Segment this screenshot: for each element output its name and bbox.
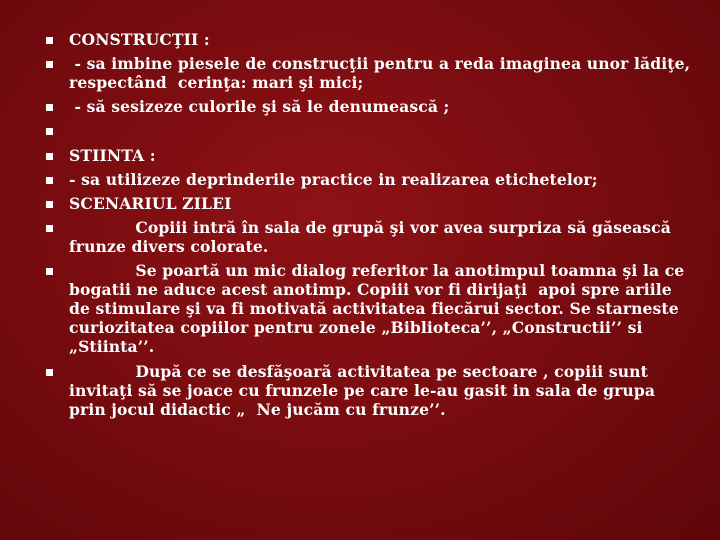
list-item-text: - sa imbine piesele de construcţii pentru a reda imaginea unor lădiţe, respectând cerinţa: mari şi mici;: [69, 54, 696, 92]
square-bullet-icon: [46, 177, 53, 184]
list-item-text: - sa utilizeze deprinderile practice in realizarea etichetelor;: [69, 170, 598, 189]
square-bullet-icon: [46, 225, 53, 232]
square-bullet-icon: [46, 37, 53, 44]
list-item-text: SCENARIUL ZILEI: [69, 194, 232, 213]
square-bullet-icon: [46, 268, 53, 275]
square-bullet-icon: [46, 61, 53, 68]
list-item-text: - să sesizeze culorile şi să le denumească ;: [69, 97, 450, 116]
square-bullet-icon: [46, 128, 53, 135]
list-item-text: STIINTA :: [69, 146, 156, 165]
square-bullet-icon: [46, 201, 53, 208]
list-item-text: După ce se desfăşoară activitatea pe sectoare , copiii sunt invitaţi să se joace cu frunzele pe care le-au gasit in sala de grupa prin jocul didactic „ Ne jucăm cu frunze’’.: [69, 362, 661, 419]
square-bullet-icon: [46, 153, 53, 160]
list-item-text: Se poartă un mic dialog referitor la anotimpul toamna şi la ce bogatii ne aduce acest anotimp. Copiii vor fi dirijaţi apoi spre ariile de stimulare şi va fi motivată activitatea fiecărui sector. Se starneste curiozitatea copiilor pentru zonele „Biblioteca’’, „Constructii’’ si „Stiinta’’.: [69, 261, 690, 356]
square-bullet-icon: [46, 369, 53, 376]
list-item-text: CONSTRUCŢII :: [69, 30, 210, 49]
list-item-text: Copiii intră în sala de grupă şi vor avea surpriza să găsească frunze divers colorate.: [69, 218, 677, 256]
square-bullet-icon: [46, 104, 53, 111]
